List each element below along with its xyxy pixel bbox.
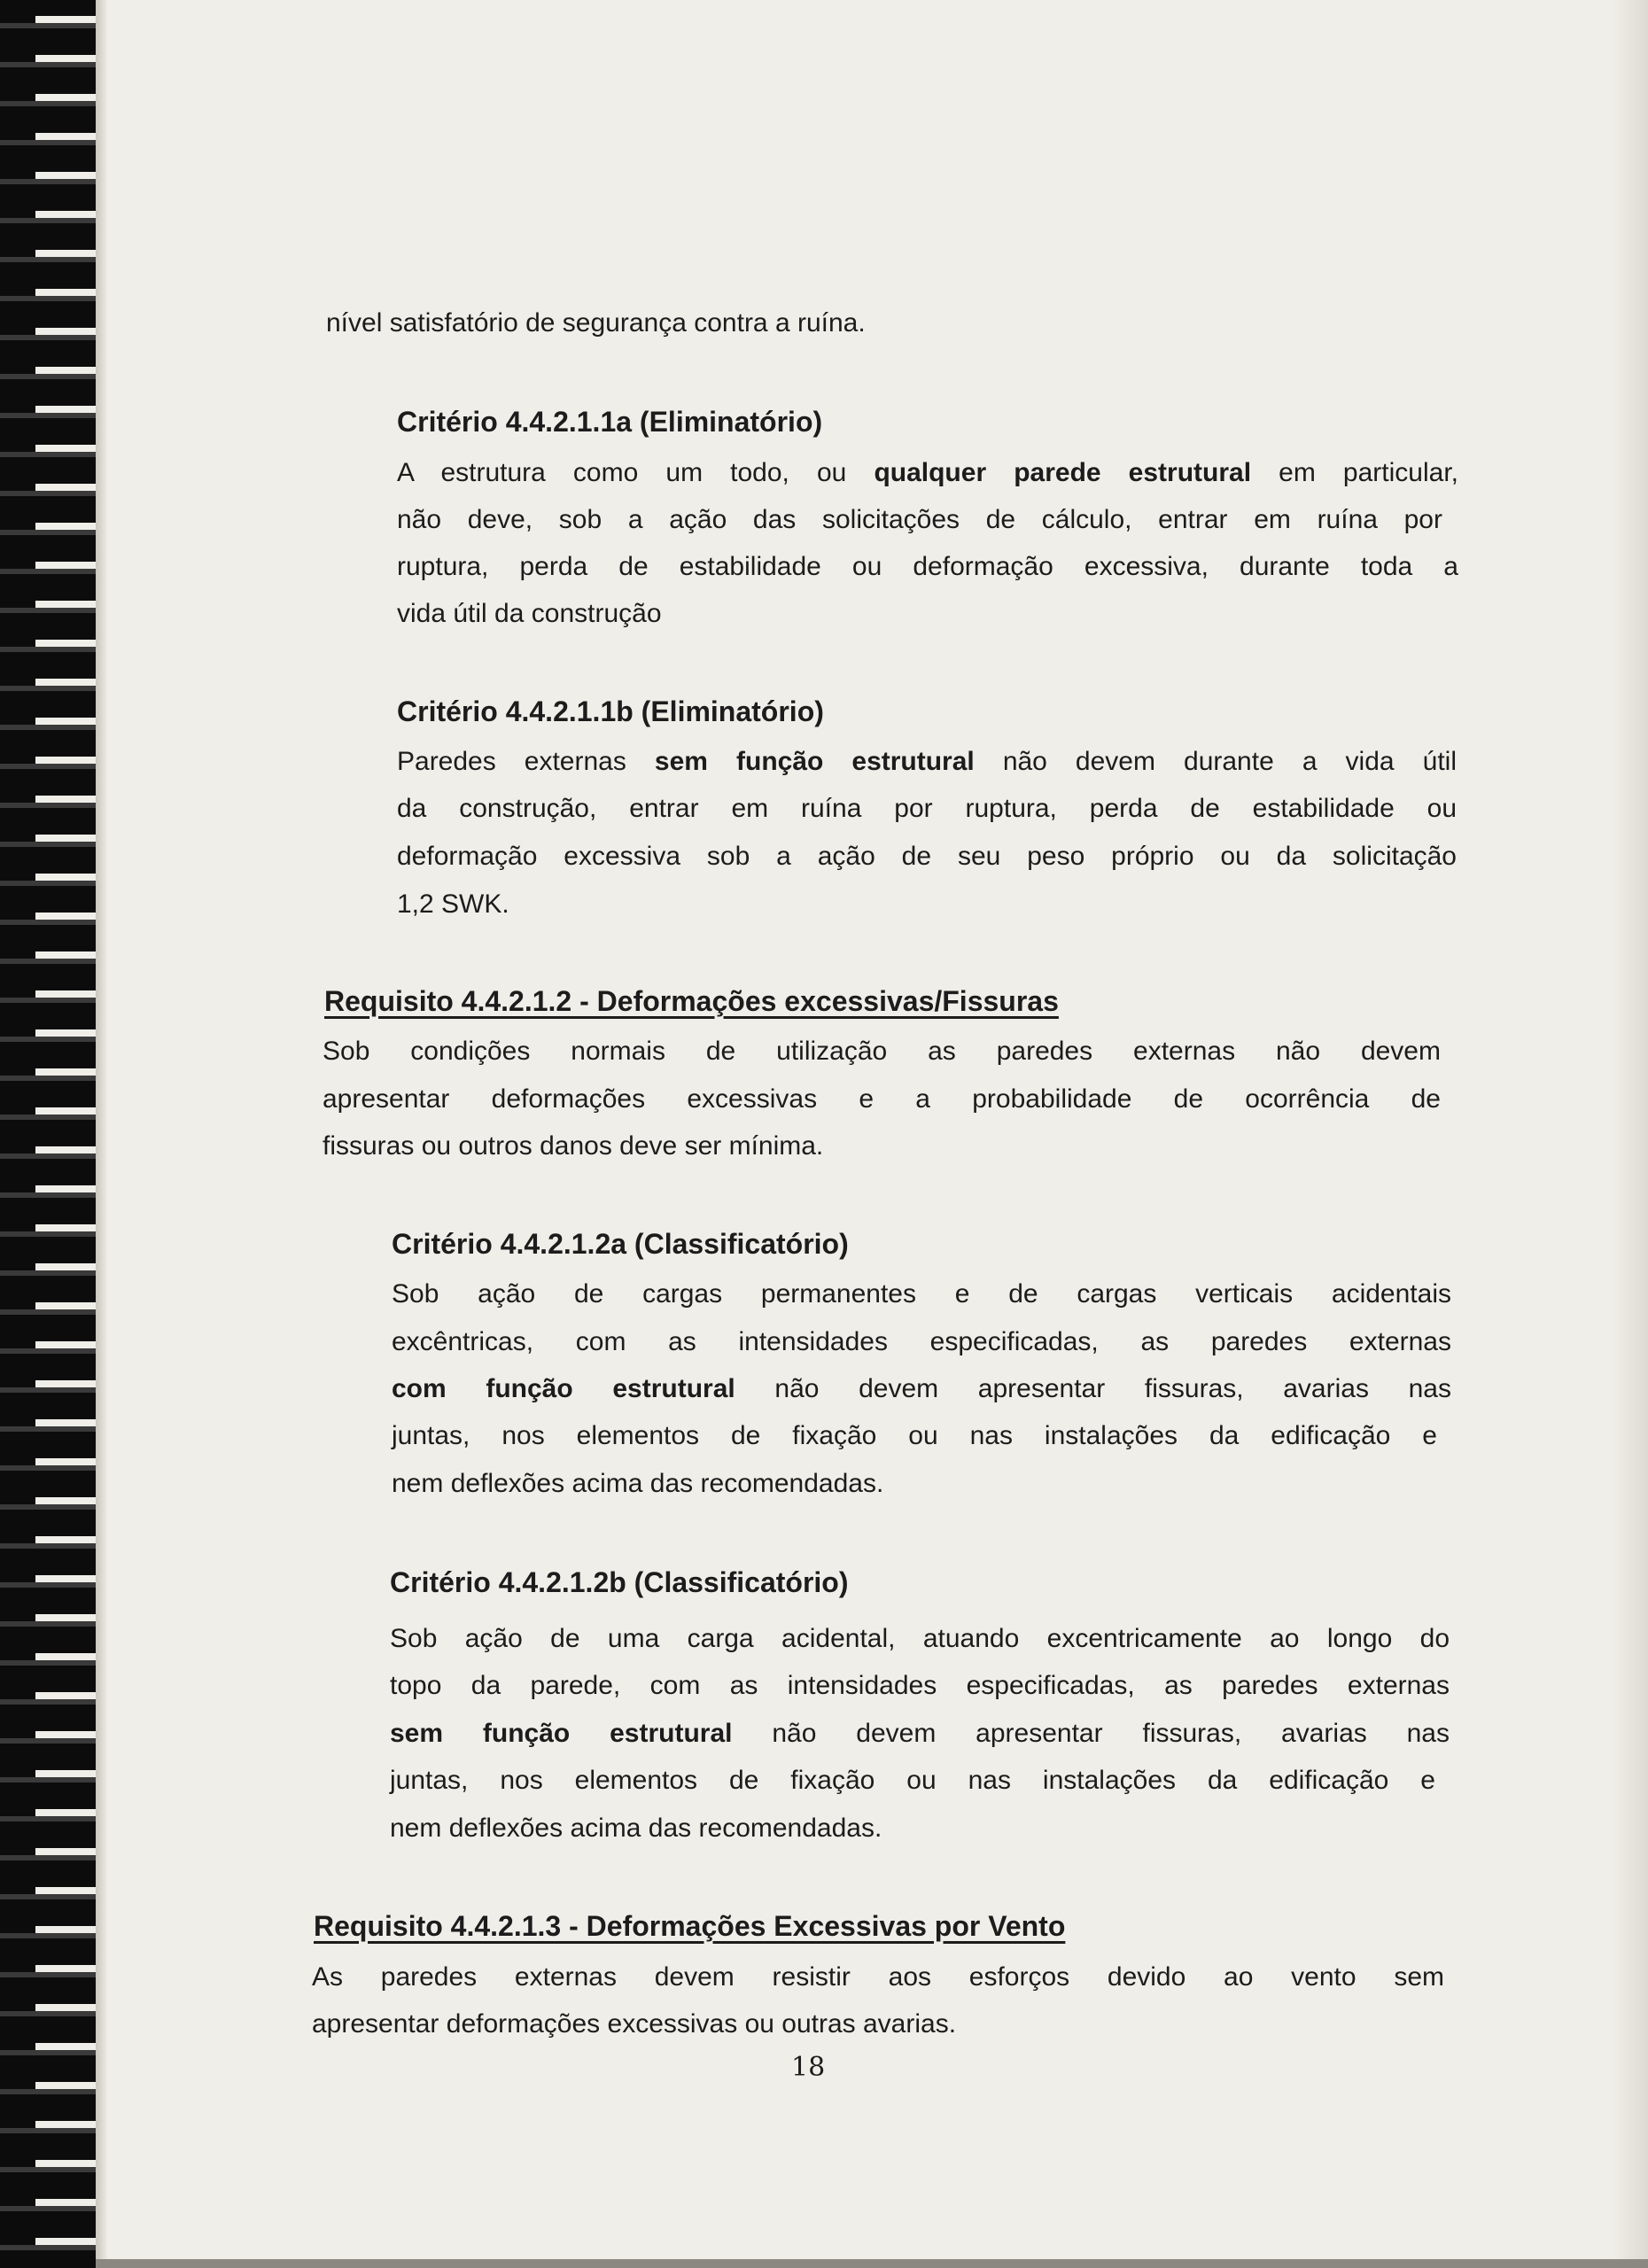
text-line: deformação excessiva sob a ação de seu peso próprio ou da solicitação [397, 842, 1457, 871]
text-line: nem deflexões acima das recomendadas. [392, 1469, 884, 1498]
requirement-title: Requisito 4.4.2.1.2 - Deformações excessivas/Fissuras [324, 985, 1059, 1017]
text-line: Paredes externas sem função estrutural não devem durante a vida útil [397, 747, 1457, 776]
text-line: juntas, nos elementos de fixação ou nas instalações da edificação e [390, 1766, 1435, 1795]
criterion-title: Critério 4.4.2.1.2a (Classificatório) [392, 1228, 849, 1260]
text-line: com função estrutural não devem apresentar fissuras, avarias nas [392, 1374, 1451, 1403]
text-line: sem função estrutural não devem apresentar fissuras, avarias nas [390, 1719, 1450, 1748]
text-line: 1,2 SWK. [397, 889, 509, 919]
text-line: ruptura, perda de estabilidade ou deformação excessiva, durante toda a [397, 552, 1458, 581]
criterion-title: Critério 4.4.2.1.2b (Classificatório) [390, 1566, 849, 1598]
text-line: nível satisfatório de segurança contra a ruína. [326, 308, 866, 338]
text-line: não deve, sob a ação das solicitações de cálculo, entrar em ruína por [397, 505, 1442, 534]
text-line: Sob condições normais de utilização as paredes externas não devem [323, 1037, 1441, 1066]
text-line: Sob ação de uma carga acidental, atuando excentricamente ao longo do [390, 1624, 1450, 1653]
text-line: fissuras ou outros danos deve ser mínima. [323, 1131, 824, 1161]
criterion-title: Critério 4.4.2.1.1a (Eliminatório) [397, 406, 823, 438]
text-line: excêntricas, com as intensidades especificadas, as paredes externas [392, 1327, 1451, 1356]
page-number: 18 [791, 2052, 826, 2083]
text-line: juntas, nos elementos de fixação ou nas instalações da edificação e [392, 1421, 1437, 1450]
text-line: As paredes externas devem resistir aos esforços devido ao vento sem [312, 1962, 1444, 1992]
requirement-title: Requisito 4.4.2.1.3 - Deformações Excessivas por Vento [314, 1910, 1066, 1942]
text-line: apresentar deformações excessivas e a probabilidade de ocorrência de [323, 1084, 1441, 1114]
text-line: Sob ação de cargas permanentes e de cargas verticais acidentais [392, 1279, 1451, 1309]
text-line: da construção, entrar em ruína por ruptura, perda de estabilidade ou [397, 794, 1457, 823]
text-line: A estrutura como um todo, ou qualquer parede estrutural em particular, [397, 458, 1458, 487]
text-line: apresentar deformações excessivas ou outras avarias. [312, 2009, 957, 2039]
text-line: nem deflexões acima das recomendadas. [390, 1814, 882, 1843]
criterion-title: Critério 4.4.2.1.1b (Eliminatório) [397, 695, 824, 727]
text-line: vida útil da construção [397, 599, 662, 628]
text-line: topo da parede, com as intensidades especificadas, as paredes externas [390, 1671, 1450, 1700]
